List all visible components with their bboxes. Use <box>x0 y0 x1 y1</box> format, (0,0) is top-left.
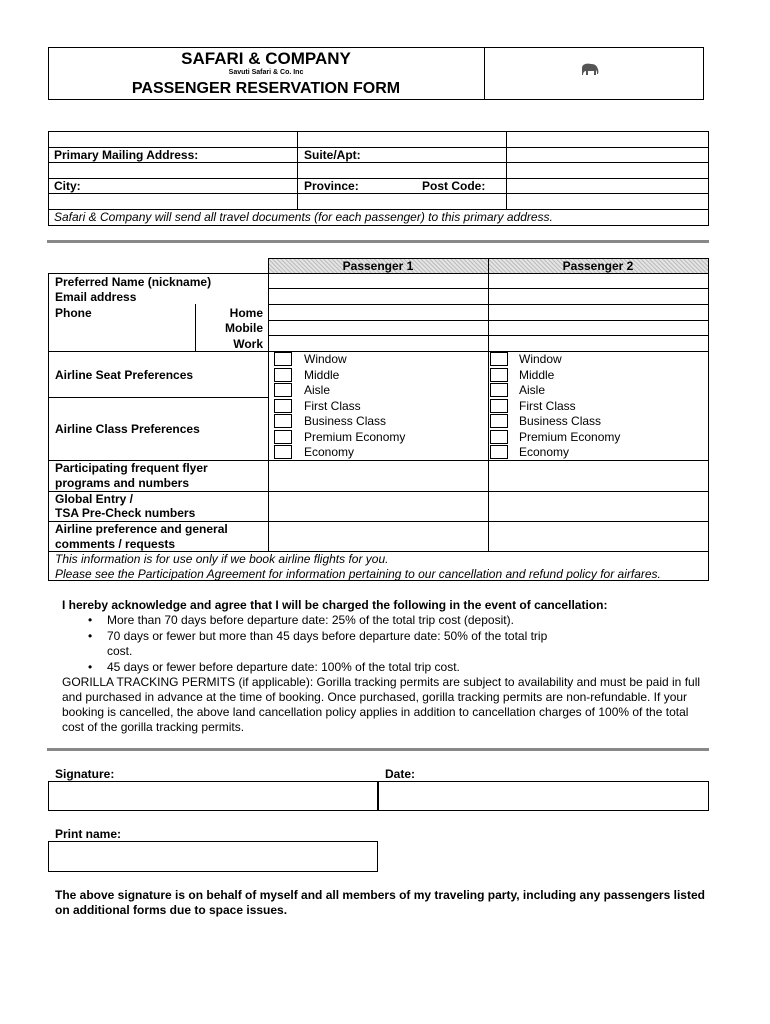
phone-home-label: Home <box>229 306 263 320</box>
p1-seat-aisle-checkbox[interactable] <box>274 383 292 397</box>
cancellation-bullet-3: 45 days or fewer before departure date: 100% of the total trip cost. <box>107 660 460 674</box>
p2-global-entry-input[interactable] <box>489 492 708 521</box>
signature-footer-note: The above signature is on behalf of myself and all members of my traveling party, including any passengers listed on additional forms due to space issues. <box>55 888 705 917</box>
p1-class-business-checkbox[interactable] <box>274 414 292 428</box>
p2-airline-preference-input[interactable] <box>489 522 708 551</box>
suite-input[interactable] <box>298 132 505 147</box>
p2-seat-middle-checkbox[interactable] <box>490 368 508 382</box>
signature-label: Signature: <box>55 767 115 781</box>
p1-phone-home-input[interactable] <box>269 305 488 320</box>
p2-class-premium-checkbox[interactable] <box>490 430 508 444</box>
signature-input[interactable] <box>48 781 378 811</box>
elephant-icon <box>579 62 601 78</box>
cancellation-bullet-2a: 70 days or fewer but more than 45 days before departure date: 50% of the total trip <box>107 629 548 643</box>
passenger2-header: Passenger 2 <box>562 259 634 273</box>
address-extra-input[interactable] <box>507 132 708 147</box>
province-input[interactable] <box>298 163 505 178</box>
post-code-input[interactable] <box>507 163 708 178</box>
p2-preferred-name-input[interactable] <box>489 274 708 288</box>
p1-class-first-option: First Class <box>304 399 361 413</box>
p1-seat-aisle-option: Aisle <box>304 383 331 397</box>
p2-seat-aisle-option: Aisle <box>519 383 546 397</box>
p1-seat-middle-option: Middle <box>304 368 340 382</box>
province-label: Province: <box>304 179 359 193</box>
class-preferences-label: Airline Class Preferences <box>55 422 200 436</box>
gorilla-permits-text: GORILLA TRACKING PERMITS (if applicable): Gorilla tracking permits are subject to availability and must be paid in full and purchased in advance at the time of booking. Once purchased, gorilla tracking permits are non-refundable. If your booking is cancelled, the above land cancellation policy applies in addition to cancellation charges of 100% of the total cost of the gorilla tracking permits. <box>62 675 701 734</box>
global-entry-label-2: TSA Pre-Check numbers <box>55 506 196 520</box>
p1-seat-window-option: Window <box>304 352 347 366</box>
subcompany-name: Savuti Safari & Co. Inc <box>228 69 304 76</box>
print-name-input[interactable] <box>48 841 378 872</box>
p1-preferred-name-input[interactable] <box>269 274 488 288</box>
p2-class-economy-checkbox[interactable] <box>490 445 508 459</box>
city-input[interactable] <box>49 163 296 178</box>
section-divider-2 <box>47 748 709 751</box>
p2-phone-home-input[interactable] <box>489 305 708 320</box>
p1-global-entry-input[interactable] <box>269 492 488 521</box>
p1-phone-work-input[interactable] <box>269 336 488 351</box>
p1-class-first-checkbox[interactable] <box>274 399 292 413</box>
seat-preferences-label: Airline Seat Preferences <box>55 368 194 382</box>
preferred-name-label: Preferred Name (nickname) <box>55 275 212 289</box>
suite-label: Suite/Apt: <box>304 148 361 162</box>
p1-seat-window-checkbox[interactable] <box>274 352 292 366</box>
p1-email-input[interactable] <box>269 289 488 304</box>
p2-seat-window-option: Window <box>519 352 562 366</box>
bullet-3-dot: • <box>88 660 93 674</box>
p2-class-economy-option: Economy <box>519 445 570 459</box>
passenger1-header: Passenger 1 <box>342 259 414 273</box>
p2-class-premium-option: Premium Economy <box>519 430 621 444</box>
header-divider <box>484 47 485 100</box>
p2-frequent-flyer-input[interactable] <box>489 461 708 491</box>
cancellation-heading: I hereby acknowledge and agree that I will be charged the following in the event of cancellation: <box>62 598 608 612</box>
p1-phone-mobile-input[interactable] <box>269 321 488 335</box>
post-code-label: Post Code: <box>422 179 486 193</box>
p2-phone-work-input[interactable] <box>489 336 708 351</box>
bullet-1-dot: • <box>88 613 93 627</box>
address-note: Safari & Company will send all travel documents (for each passenger) to this primary address. <box>54 210 553 224</box>
phone-label: Phone <box>55 306 92 320</box>
p2-class-business-checkbox[interactable] <box>490 414 508 428</box>
p2-class-first-checkbox[interactable] <box>490 399 508 413</box>
cancellation-bullet-2b: cost. <box>107 644 133 658</box>
airline-note-1: This information is for use only if we book airline flights for you. <box>55 552 389 566</box>
p1-seat-middle-checkbox[interactable] <box>274 368 292 382</box>
p1-class-economy-checkbox[interactable] <box>274 445 292 459</box>
frequent-flyer-label-2: programs and numbers <box>55 476 190 490</box>
p1-class-premium-checkbox[interactable] <box>274 430 292 444</box>
p2-class-first-option: First Class <box>519 399 576 413</box>
date-label: Date: <box>385 767 416 781</box>
p2-phone-mobile-input[interactable] <box>489 321 708 335</box>
p2-seat-window-checkbox[interactable] <box>490 352 508 366</box>
primary-mailing-address-label: Primary Mailing Address: <box>54 148 199 162</box>
email-label: Email address <box>55 290 137 304</box>
p1-airline-preference-input[interactable] <box>269 522 488 551</box>
bullet-2-dot: • <box>88 629 93 643</box>
print-name-label: Print name: <box>55 827 122 841</box>
cancellation-bullet-1: More than 70 days before departure date: 25% of the total trip cost (deposit). <box>107 613 514 627</box>
global-entry-label-1: Global Entry / <box>55 492 134 506</box>
p2-seat-middle-option: Middle <box>519 368 555 382</box>
airline-preference-label-2: comments / requests <box>55 537 176 551</box>
p1-class-premium-option: Premium Economy <box>304 430 406 444</box>
p1-frequent-flyer-input[interactable] <box>269 461 488 491</box>
section-divider <box>47 240 709 243</box>
city-label: City: <box>54 179 81 193</box>
p2-class-business-option: Business Class <box>519 414 602 428</box>
p1-class-business-option: Business Class <box>304 414 387 428</box>
form-title: PASSENGER RESERVATION FORM <box>131 80 401 97</box>
company-name: SAFARI & COMPANY <box>181 49 351 68</box>
phone-mobile-label: Mobile <box>225 321 263 335</box>
address-line-input[interactable] <box>49 132 296 147</box>
p1-class-economy-option: Economy <box>304 445 355 459</box>
date-input[interactable] <box>378 781 709 811</box>
frequent-flyer-label-1: Participating frequent flyer <box>55 461 208 475</box>
phone-work-label: Work <box>233 337 263 351</box>
p2-seat-aisle-checkbox[interactable] <box>490 383 508 397</box>
airline-preference-label-1: Airline preference and general <box>55 522 228 536</box>
p2-email-input[interactable] <box>489 289 708 304</box>
airline-note-2: Please see the Participation Agreement for information pertaining to our cancellation and refund policy for airfares. <box>55 567 661 581</box>
